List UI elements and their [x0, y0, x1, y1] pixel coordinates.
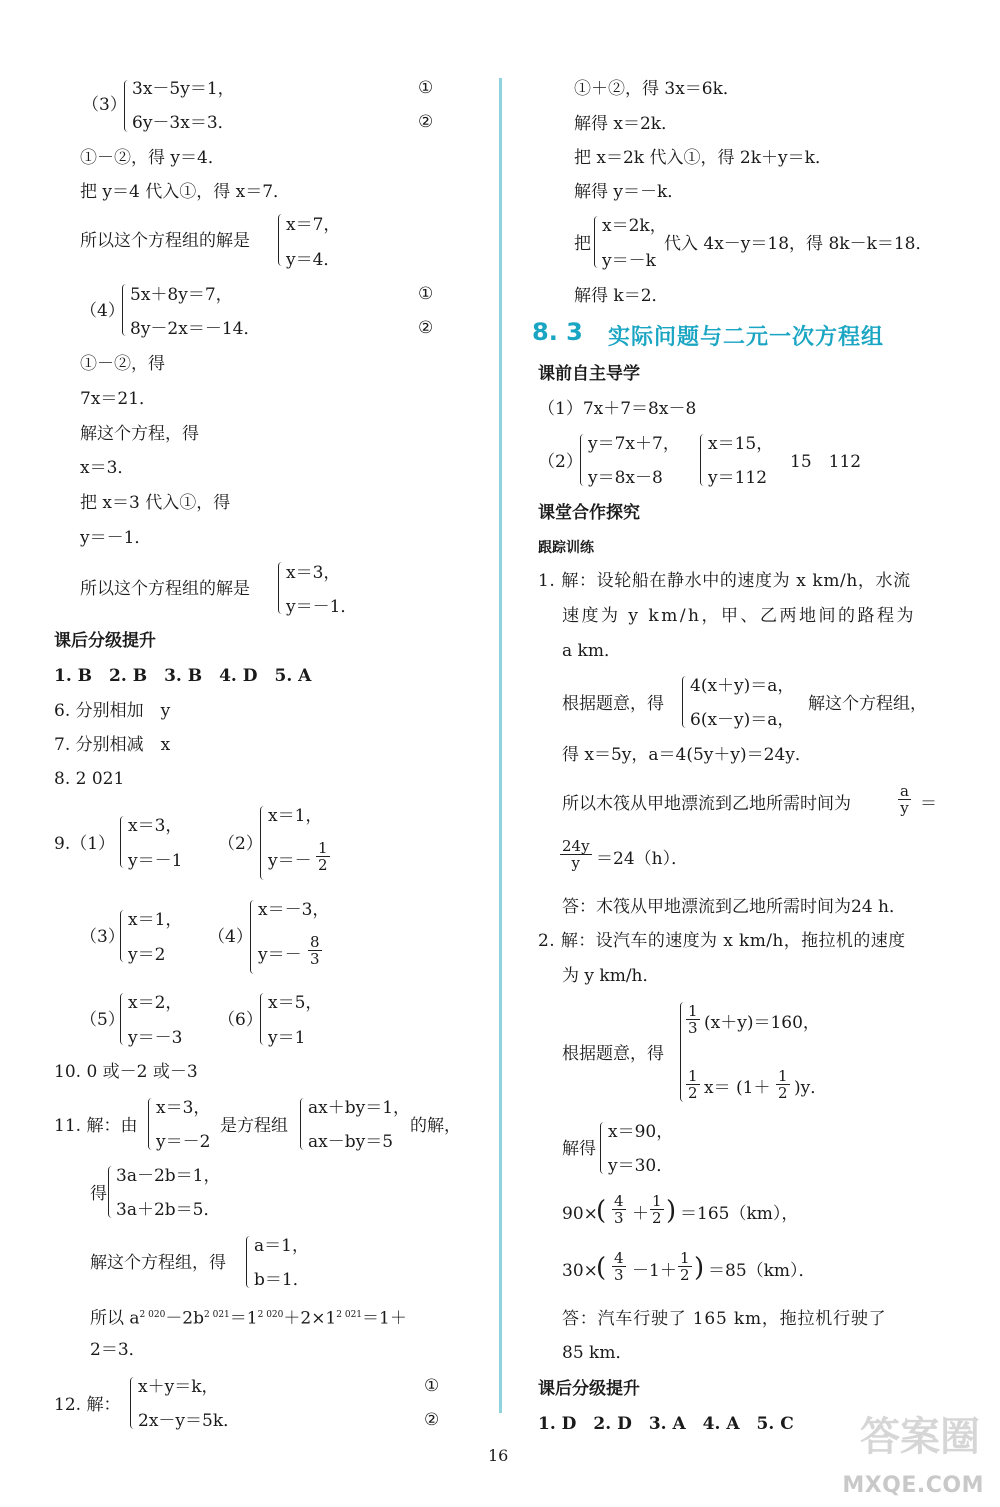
- a11-so-4: ＋2×1: [283, 1308, 337, 1329]
- a11-end: 的解，: [410, 1116, 461, 1136]
- section-number: 8. 3: [532, 318, 583, 346]
- pre-q2-b2: y＝112: [708, 468, 768, 488]
- pre-q2-b1: x＝15，: [708, 434, 774, 454]
- brace: [594, 216, 601, 268]
- t2-sys2b: (1＋: [736, 1078, 771, 1098]
- fraction-1-2: [650, 1193, 664, 1226]
- numerator: 4: [614, 1192, 624, 1210]
- p4-eq1: 5x＋8y＝7，: [130, 285, 233, 305]
- circle-2: ②: [418, 112, 434, 132]
- p4-step1: ①－②，得: [80, 354, 165, 374]
- answers-1-5: 1. B 2. B 3. B 4. D 5. A: [54, 666, 312, 686]
- a9-2b: y＝－: [268, 851, 312, 871]
- heading-tracking: 跟踪训练: [538, 540, 594, 556]
- circle-1: ①: [424, 1376, 440, 1396]
- fraction-4-3: [612, 1193, 626, 1226]
- denominator: 2: [778, 1084, 788, 1102]
- p3-eq2: 6y－3x＝3．: [132, 113, 235, 133]
- t2-s2: y＝30．: [608, 1156, 674, 1176]
- a9-6b: y＝1: [268, 1028, 306, 1048]
- brace: [682, 676, 689, 728]
- a9-5a: x＝2，: [128, 993, 183, 1013]
- numerator: 24y: [562, 837, 590, 855]
- t2-c1b: ＝165（km），: [680, 1204, 799, 1224]
- t2-c2a: 30×: [562, 1261, 598, 1281]
- t2-c2c: ＝85（km）．: [708, 1261, 816, 1281]
- numerator: 1: [688, 1067, 698, 1085]
- circle-1: ①: [418, 284, 434, 304]
- t1-sys2: 6(x－y)＝a，: [690, 710, 795, 730]
- a11-sys4b: b＝1．: [254, 1270, 310, 1290]
- denominator: 3: [688, 1019, 698, 1037]
- brace: [600, 1122, 607, 1174]
- brace: [580, 434, 587, 486]
- a9-3-label: （3）: [80, 927, 125, 947]
- denominator: 2: [652, 1209, 662, 1227]
- r-step5-post: 代入 4x－y＝18，得 8k－k＝18．: [664, 234, 933, 254]
- t1-answer: 答：木筏从甲地漂流到乙地所需时间为24 h．: [562, 897, 906, 917]
- answer-12-label: 12. 解：: [54, 1395, 121, 1415]
- numerator: 1: [652, 1192, 662, 1210]
- answer-8: 8. 2 021: [54, 769, 125, 789]
- r-step1: ①＋②，得 3x＝6k．: [574, 79, 740, 99]
- brace: [700, 434, 707, 486]
- paren-close: ): [694, 1253, 705, 1283]
- watermark-logo: 答案圈: [860, 1414, 980, 1460]
- t1-line7: ＝24（h）．: [596, 849, 689, 869]
- t2-solve: 解得: [562, 1139, 596, 1159]
- t2-c1a: 90×: [562, 1204, 598, 1224]
- numerator: 1: [680, 1249, 690, 1267]
- p3-step2: 把 y＝4 代入①，得 x＝7．: [80, 182, 291, 202]
- numerator: 1: [318, 839, 328, 857]
- denominator: y: [571, 854, 581, 872]
- t2-sys2a: x＝: [704, 1078, 731, 1098]
- fraction-24y-y: [560, 838, 592, 871]
- numerator: 1: [688, 1002, 698, 1020]
- a11-so-1: 所以 a: [90, 1308, 140, 1329]
- t2-c2b: －1＋: [632, 1261, 677, 1281]
- t1-line6: 所以木筏从甲地漂流到乙地所需时间为: [562, 794, 851, 814]
- p4-step2: 7x＝21．: [80, 389, 157, 409]
- circle-2: ②: [418, 318, 434, 338]
- a11-sys3b: 3a＋2b＝5．: [116, 1200, 221, 1220]
- brace: [148, 1098, 155, 1150]
- t2-sys1: (x＋y)＝160，: [704, 1013, 820, 1033]
- brace: [250, 900, 257, 974]
- a11-so-5: ＝1＋: [362, 1308, 407, 1329]
- fraction-1-2: [686, 1068, 700, 1101]
- r-step5-pre: 把: [574, 234, 591, 254]
- a11-solve: 解这个方程组，得: [90, 1253, 226, 1273]
- fraction-1-2: [678, 1250, 692, 1283]
- a11-mid: 是方程组: [220, 1116, 288, 1136]
- a11-sys2a: ax＋by＝1，: [308, 1098, 411, 1118]
- fraction-1-2: [776, 1068, 790, 1101]
- brace: [246, 1236, 253, 1288]
- heading-pre-study: 课前自主导学: [538, 364, 640, 384]
- a9-3b: y＝2: [128, 945, 166, 965]
- p3-step3: 所以这个方程组的解是: [80, 231, 250, 251]
- pre-q2-label: （2）: [538, 452, 583, 472]
- p4-eq2: 8y－2x＝－14．: [130, 319, 261, 339]
- denominator: 2: [688, 1084, 698, 1102]
- p4-ans2: y＝－1．: [286, 597, 358, 617]
- t2-line3: 根据题意，得: [562, 1044, 664, 1064]
- p4-step7: 所以这个方程组的解是: [80, 579, 250, 599]
- a11-sys3a: 3a－2b＝1，: [116, 1166, 221, 1186]
- heading-after-class: 课后分级提升: [54, 631, 156, 651]
- paren-open: (: [596, 1196, 607, 1226]
- brace: [120, 993, 127, 1045]
- p4-step4: x＝3．: [80, 458, 135, 478]
- column-divider: [499, 78, 502, 1413]
- brace: [108, 1166, 115, 1218]
- answer-7: 7. 分别相减 x: [54, 735, 171, 755]
- pre-q2-a1: y＝7x＋7，: [588, 434, 680, 454]
- brace: [122, 284, 129, 336]
- a9-1b: y＝－1: [128, 851, 183, 871]
- p4-label: （4）: [80, 301, 125, 321]
- fraction-8-3: [308, 934, 322, 967]
- r-step4: 解得 y＝－k．: [574, 182, 685, 202]
- section-title: 实际问题与二元一次方程组: [608, 325, 885, 350]
- p3-ans2: y＝4．: [286, 250, 341, 270]
- circle-2: ②: [424, 1410, 440, 1430]
- denominator: 2: [318, 856, 328, 874]
- a11-sys4a: a＝1，: [254, 1236, 309, 1256]
- t1-eq: ＝: [920, 794, 937, 814]
- plus: ＋: [632, 1204, 649, 1224]
- a11-sys2b: ax－by＝5: [308, 1132, 394, 1152]
- numerator: 1: [778, 1067, 788, 1085]
- denominator: 3: [614, 1266, 624, 1284]
- numerator: 4: [614, 1249, 624, 1267]
- pre-q2-tail: 15 112: [790, 452, 862, 472]
- a9-1a: x＝3，: [128, 816, 183, 836]
- t2-s1: x＝90，: [608, 1122, 674, 1142]
- r-step5-b: y＝－k: [602, 251, 656, 271]
- a9-4b: y＝－: [258, 945, 302, 965]
- a12-eq2: 2x－y＝5k．: [138, 1411, 241, 1431]
- t2-line1: 2. 解：设汽车的速度为 x km/h，拖拉机的速度: [538, 931, 906, 951]
- a11-so-2: －2b: [165, 1308, 205, 1329]
- watermark: [810, 1405, 990, 1500]
- a9-5b: y＝－3: [128, 1028, 183, 1048]
- brace: [120, 816, 127, 868]
- a11-sys1a: x＝3，: [156, 1098, 211, 1118]
- pre-q2-a2: y＝8x－8: [588, 468, 663, 488]
- page-number: 16: [488, 1446, 509, 1465]
- paren-open: (: [596, 1253, 607, 1283]
- brace: [278, 214, 285, 266]
- numerator: 8: [310, 933, 320, 951]
- a12-eq1: x＋y＝k，: [138, 1377, 219, 1397]
- denominator: y: [900, 799, 909, 817]
- p3-label: （3）: [82, 95, 127, 115]
- answer-6: 6. 分别相加 y: [54, 701, 171, 721]
- answers-right-1-5: 1. D 2. D 3. A 4. A 5. C: [538, 1414, 794, 1434]
- numerator: a: [900, 782, 909, 800]
- p4-step3: 解这个方程，得: [80, 424, 199, 444]
- a9-2-label: （2）: [218, 834, 263, 854]
- r-step5-a: x＝2k，: [602, 216, 667, 236]
- a11-so-6: 2＝3．: [90, 1340, 146, 1360]
- brace: [130, 1377, 137, 1429]
- t1-sys1: 4(x＋y)＝a，: [690, 676, 795, 696]
- brace: [300, 1098, 307, 1150]
- fraction-a-y: [898, 783, 911, 816]
- fraction-1-2: [316, 840, 330, 873]
- fraction-4-3: [612, 1250, 626, 1283]
- brace: [124, 80, 131, 132]
- p4-step6: y＝－1．: [80, 528, 152, 548]
- pre-q1: （1）7x＋7＝8x－8: [538, 399, 697, 419]
- a9-3a: x＝1，: [128, 910, 183, 930]
- paren-close: ): [666, 1196, 677, 1226]
- a11-sys1b: y＝－2: [156, 1132, 211, 1152]
- r-step3: 把 x＝2k 代入①，得 2k＋y＝k．: [574, 148, 832, 168]
- watermark-text: MXQE.COM: [842, 1473, 984, 1498]
- a9-4-label: （4）: [208, 927, 253, 947]
- p3-eq1: 3x－5y＝1，: [132, 79, 235, 99]
- answer-9-label: 9.（1）: [54, 834, 116, 854]
- denominator: 2: [680, 1266, 690, 1284]
- t1-line2: 速度为 y km/h，甲、乙两地间的路程为: [562, 606, 917, 626]
- a9-6a: x＝5，: [268, 993, 323, 1013]
- denominator: 3: [310, 950, 320, 968]
- a9-2a: x＝1，: [268, 806, 323, 826]
- a9-5-label: （5）: [80, 1010, 125, 1030]
- a11-de: 得: [90, 1184, 107, 1204]
- t1-line4-post: 解这个方程组，: [808, 694, 927, 714]
- brace: [260, 806, 267, 880]
- p4-ans1: x＝3，: [286, 563, 341, 583]
- a11-so: 所以 $a^{2 020}-2b^{2 021}=1^{2 020}+2\times 1^{2 021}=1+$: [90, 1308, 407, 1329]
- t1-line4-pre: 根据题意，得: [562, 694, 664, 714]
- a9-6-label: （6）: [218, 1010, 263, 1030]
- t1-line3: a km．: [562, 641, 621, 661]
- t2-line2: 为 y km/h．: [562, 966, 660, 986]
- heading-class-explore: 课堂合作探究: [538, 503, 640, 523]
- fraction-1-3: [686, 1003, 700, 1036]
- heading-after-class-right: 课后分级提升: [538, 1379, 640, 1399]
- p3-step1: ①－②，得 y＝4．: [80, 148, 225, 168]
- t1-line5: 得 x＝5y，a＝4(5y＋y)＝24y．: [562, 745, 812, 765]
- brace: [120, 910, 127, 962]
- answer-11-label: 11. 解：由: [54, 1116, 138, 1136]
- p3-ans1: x＝7，: [286, 215, 341, 235]
- brace: [260, 993, 267, 1045]
- brace: [278, 562, 285, 614]
- r-step6: 解得 k＝2．: [574, 286, 669, 306]
- answer-10: 10. 0 或－2 或－3: [54, 1062, 198, 1082]
- denominator: 3: [614, 1209, 624, 1227]
- p4-step5: 把 x＝3 代入①，得: [80, 493, 231, 513]
- circle-1: ①: [418, 78, 434, 98]
- a11-so-3: ＝1: [229, 1308, 258, 1329]
- r-step2: 解得 x＝2k．: [574, 114, 679, 134]
- t2-answer2: 85 km．: [562, 1343, 633, 1363]
- t2-sys2c: )y．: [794, 1078, 828, 1098]
- t2-answer1: 答：汽车行驶了 165 km，拖拉机行驶了: [562, 1309, 887, 1329]
- a9-4a: x＝－3，: [258, 900, 330, 920]
- t1-line1: 1. 解：设轮船在静水中的速度为 x km/h，水流: [538, 571, 911, 591]
